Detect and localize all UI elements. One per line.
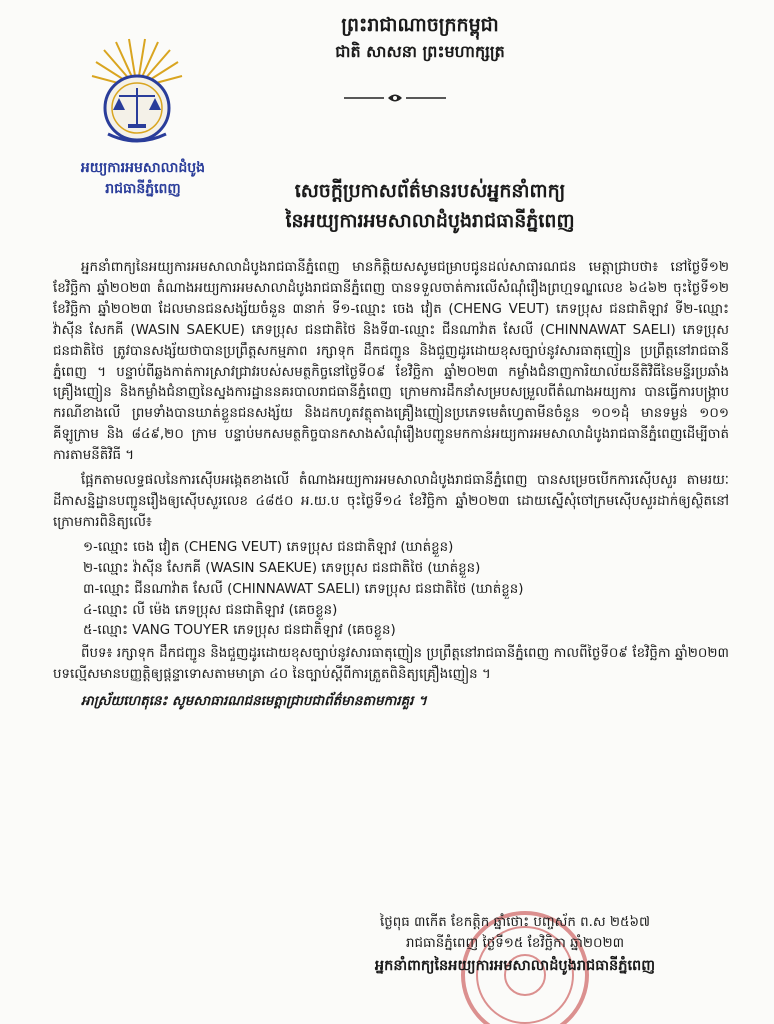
suspect-list: [53, 538, 729, 643]
body-paragraph-1: អ្នកនាំពាក្យនៃអយ្យការអមសាលាដំបូងរាជធានីភ្នំពេញ មានកិត្តិយសសូមជម្រាបជូនដល់សាធារណជន មេត្តាជ្រាបថា៖ នៅថ្ងៃទី១២ ខែវិច្ឆិកា ឆ្នាំ២០២៣ តំណាងអយ្យការអមសាលាដំបូងរាជធានីភ្នំពេញ បានទទួលចាត់ការលើសំណុំរឿងព្រហ្មទណ្ឌលេខ ៦៤៦២ ចុះថ្ងៃទី១២ ខែវិច្ឆិកា ឆ្នាំ២០២៣ ដែលមានជនសង្ស័យចំនួន ៣នាក់ ទី១-ឈ្មោះ ចេង វៀត (CHENG VEUT) ភេទប្រុស ជនជាតិឡាវ ទី២-ឈ្មោះ វ៉ាស៊ីន សែកគី (WASIN SAEKUE) ភេទប្រុស ជនជាតិថៃ និងទី៣-ឈ្មោះ ជីនណាវ៉ាត សែលី (CHINNAWAT SAELI) ភេទប្រុស ជនជាតិថៃ ត្រូវបានសង្ស័យថាបានប្រព្រឹត្តសកម្មភាព រក្សាទុក ដឹកជញ្ជូន និងជួញដូរដោយខុសច្បាប់នូវសារធាតុញៀន ប្រព្រឹត្តនៅរាជធានីភ្នំពេញ ។ បន្ទាប់ពីឆ្លងកាត់ការស្រាវជ្រាវរបស់សមត្ថកិច្ចនៅថ្ងៃទី០៩ ខែវិច្ឆិកា ឆ្នាំ២០២៣ កម្លាំងជំនាញការិយាល័យនីតិវិធីនៃមន្ទីរប្រឆាំងគ្រឿងញៀន និងកម្លាំងជំនាញនៃស្នងការដ្ឋាននគរបាលរាជធានីភ្នំពេញ ក្រោមការដឹកនាំសម្របសម្រួលពីតំណាងអយ្យការ បានធ្វើការបង្ក្រាបករណីខាងលើ ព្រមទាំងបានឃាត់ខ្លួនជនសង្ស័យ និងដកហូតវត្ថុតាងគ្រឿងញៀនប្រភេទមេតំហ្វេតាមីនចំនួន ១០១ដុំ មានទម្ងន់ ១០១ គីឡូក្រាម និង ៨៤៩,២០ ក្រាម បន្ទាប់មកសមត្ថកិច្ចបានកសាងសំណុំរឿងបញ្ជូនមកកាន់អយ្យការអមសាលាដំបូងរាជធានីភ្នំពេញដើម្បីចាត់ការតាមនីតិវិធី ។: [53, 260, 729, 464]
signature-block: [290, 912, 740, 978]
body-paragraph-2: ផ្អែកតាមលទ្ធផលនៃការស៊ើបអង្កេតខាងលើ តំណាងអយ្យការអមសាលាដំបូងរាជធានីភ្នំពេញ បានសម្រេចបើកការស៊ើបសួរ តាមរយៈដីកាសន្និដ្ឋានបញ្ជូនរឿងឲ្យស៊ើបសួរលេខ ៤៨៥០ អ.យ.ប ចុះថ្ងៃទី១៤ ខែវិច្ឆិកា ឆ្នាំ២០២៣ ដោយស្នើសុំចៅក្រមស៊ើបសួរដាក់ឲ្យស្ថិតនៅក្រោមការពិនិត្យលើ៖: [53, 473, 729, 530]
court-scales-emblem-icon: [86, 38, 188, 150]
national-motto: ជាតិ សាសនា ព្រះមហាក្សត្រ: [335, 41, 505, 61]
divider-ornament-icon: [340, 90, 450, 106]
agency-name-line2: រាជធានីភ្នំពេញ: [105, 181, 181, 197]
issue-date: រាជធានីភ្នំពេញ ថ្ងៃទី១៥ ខែវិច្ឆិកា ឆ្នាំ២០២៣: [405, 936, 625, 952]
signatory-title: អ្នកនាំពាក្យនៃអយ្យការអមសាលាដំបូងរាជធានីភ្នំពេញ: [374, 957, 656, 974]
document-body: [53, 258, 729, 717]
suspect-item: ៣-ឈ្មោះ ជីនណាវ៉ាត សែលី (CHINNAWAT SAELI) ភេទប្រុស ជនជាតិថៃ (ឃាត់ខ្លួន): [83, 581, 524, 597]
suspect-item: ៤-ឈ្មោះ លី ម៉េង ភេទប្រុស ជនជាតិឡាវ (គេចខ្លួន): [83, 602, 338, 618]
suspect-item: ១-ឈ្មោះ ចេង វៀត (CHENG VEUT) ភេទប្រុស ជនជាតិឡាវ (ឃាត់ខ្លួន): [83, 539, 454, 555]
suspect-item: ២-ឈ្មោះ វ៉ាស៊ីន សែកគី (WASIN SAEKUE) ភេទប្រុស ជនជាតិថៃ (ឃាត់ខ្លួន): [83, 560, 481, 576]
title-line2: នៃអយ្យការអមសាលាដំបូងរាជធានីភ្នំពេញ: [285, 210, 575, 233]
closing-statement: អាស្រ័យហេតុនេះ សូមសាធារណជនមេត្តាជ្រាបជាព័ត៌មានតាមការគួរ ។: [81, 694, 427, 710]
title-line1: សេចក្តីប្រកាសព័ត៌មានរបស់អ្នកនាំពាក្យ: [294, 180, 566, 202]
kingdom-title: ព្រះរាជាណាចក្រកម្ពុជា: [341, 14, 499, 36]
body-paragraph-3: ពីបទ៖ រក្សាទុក ដឹកជញ្ជូន និងជួញដូរដោយខុសច្បាប់នូវសារធាតុញៀន ប្រព្រឹត្តនៅរាជធានីភ្នំពេញ កាលពីថ្ងៃទី០៩ ខែវិច្ឆិកា ឆ្នាំ២០២៣ បទល្មើសមានបញ្ញត្តិឲ្យផ្តន្ទាទោសតាមមាត្រា ៤០ នៃច្បាប់ស្តីពីការត្រួតពិនិត្យគ្រឿងញៀន ។: [53, 646, 729, 683]
suspect-item: ៥-ឈ្មោះ VANG TOUYER ភេទប្រុស ជនជាតិឡាវ (គេចខ្លួន): [83, 623, 396, 639]
document-title: [150, 176, 710, 237]
agency-name-line1: អយ្យការអមសាលាដំបូង: [80, 160, 206, 176]
lunar-date: ថ្ងៃពុធ ៣កើត ខែកត្តិក ឆ្នាំថោះ បញ្ចស័ក ព.ស ២៥៦៧: [380, 915, 650, 930]
kingdom-header: [240, 12, 600, 63]
